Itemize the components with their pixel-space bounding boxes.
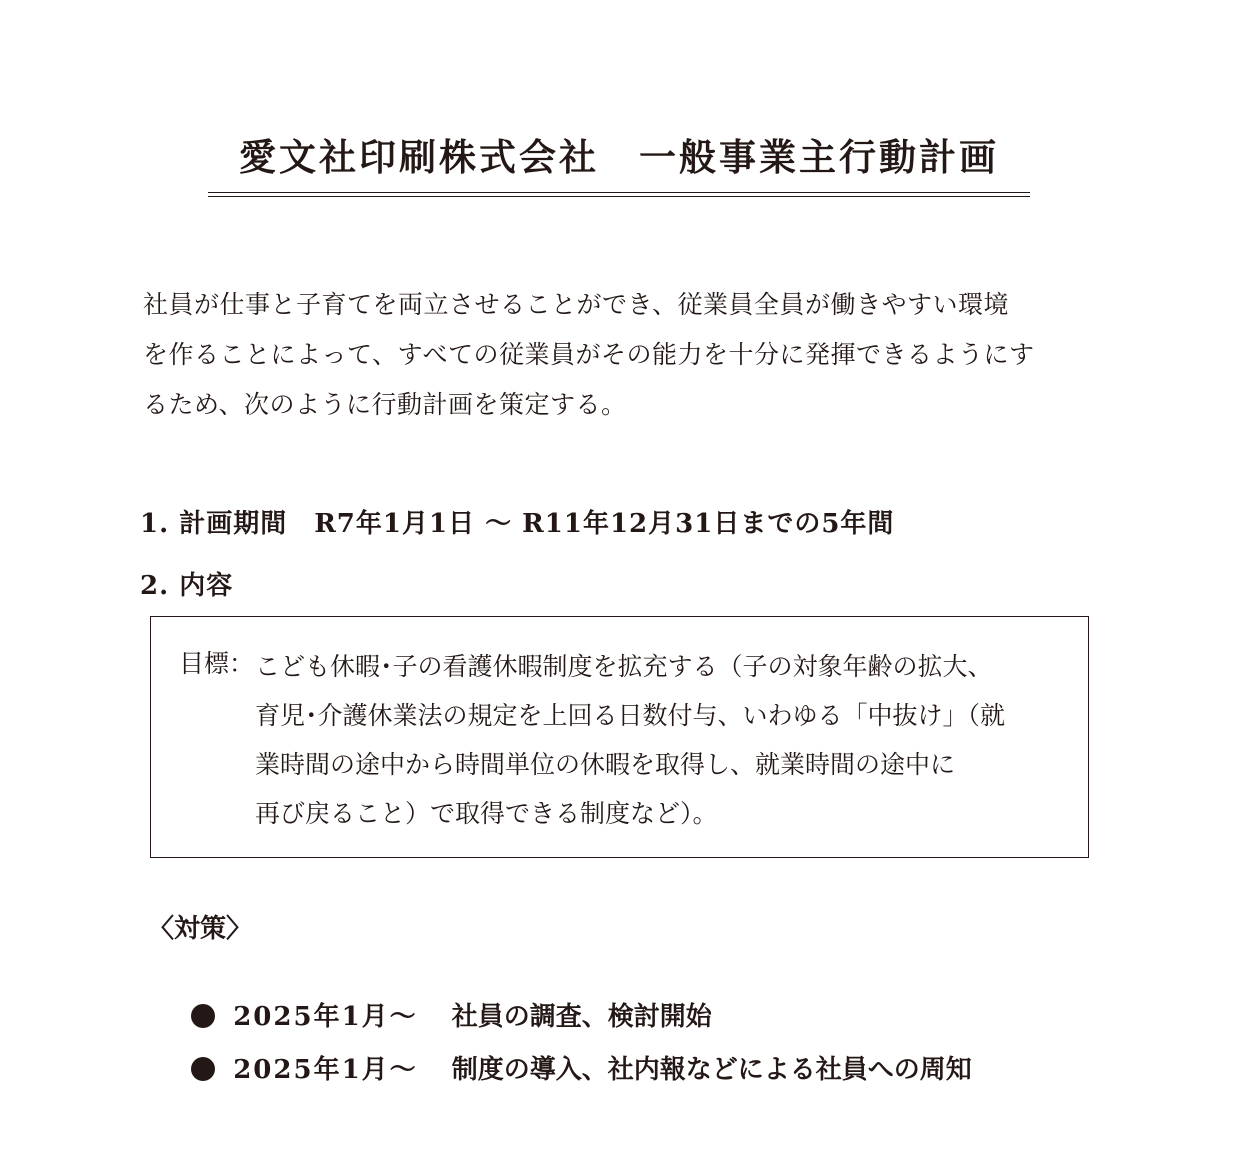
measures-heading: 〈対策〉	[148, 914, 253, 944]
measure-text: 制度の導入、社内報などによる社員への周知	[451, 1055, 972, 1085]
page-title: 愛文社印刷株式会社 一般事業主行動計画	[239, 135, 999, 179]
intro-line: を作ることによって、すべての従業員がその能力を十分に発揮できるようにす	[143, 340, 1035, 369]
intro-paragraph	[143, 280, 1103, 430]
goal-line: 業時間の途中から時間単位の休暇を取得し、就業時間の途中に	[255, 750, 956, 779]
section-plan-period: 1. 計画期間 R7年1月1日 〜 R11年12月31日までの5年間	[140, 509, 895, 539]
measure-text: 社員の調査、検討開始	[451, 1002, 712, 1032]
section-content-heading: 2. 内容	[140, 571, 234, 601]
goal-line: 育児･介護休業法の規定を上回る日数付与、いわゆる「中抜け」（就	[255, 701, 1006, 730]
intro-line: 社員が仕事と子育てを両立させることができ、従業員全員が働きやすい環境	[143, 290, 1010, 319]
goal-box	[150, 616, 1089, 858]
measure-item	[155, 957, 712, 1032]
intro-line: るため、次のように行動計画を策定する。	[143, 390, 627, 419]
bullet-icon	[191, 1057, 215, 1081]
goal-label: 目標：	[179, 649, 255, 678]
goal-text	[255, 642, 1075, 838]
title-double-rule	[208, 192, 1030, 197]
goal-line: 再び戻ること）で取得できる制度など）。	[255, 799, 718, 828]
measure-item	[155, 1010, 972, 1085]
measure-date: 2025年1月〜	[233, 1002, 418, 1032]
goal-line: こども休暇･子の看護休暇制度を拡充する（子の対象年齢の拡大、	[255, 652, 993, 681]
measure-date: 2025年1月〜	[233, 1055, 418, 1085]
